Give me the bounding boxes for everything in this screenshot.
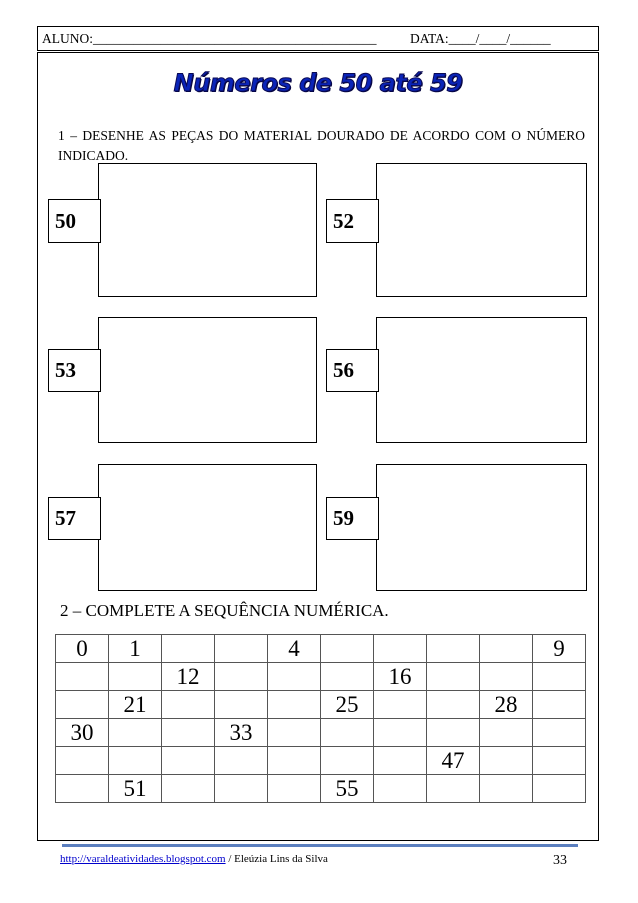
grid-cell[interactable] [56, 691, 109, 719]
grid-cell[interactable] [215, 691, 268, 719]
grid-cell: 28 [480, 691, 533, 719]
grid-cell[interactable] [427, 663, 480, 691]
worksheet-body [37, 52, 599, 841]
grid-cell: 1 [109, 635, 162, 663]
grid-cell[interactable] [268, 747, 321, 775]
author-credit: / Eleúzia Lins da Silva [225, 853, 328, 865]
grid-cell[interactable] [215, 663, 268, 691]
grid-cell[interactable] [162, 747, 215, 775]
number-label-59: 59 [326, 497, 379, 540]
grid-cell[interactable] [374, 635, 427, 663]
grid-cell[interactable] [533, 691, 586, 719]
grid-cell[interactable] [427, 719, 480, 747]
footer-credit [60, 853, 328, 865]
grid-cell[interactable] [321, 635, 374, 663]
drawing-box-57[interactable] [98, 464, 317, 591]
student-header [37, 26, 599, 51]
grid-cell: 55 [321, 775, 374, 803]
grid-cell[interactable] [321, 719, 374, 747]
grid-cell[interactable] [162, 719, 215, 747]
grid-cell[interactable] [215, 635, 268, 663]
grid-cell[interactable] [56, 747, 109, 775]
grid-cell[interactable] [533, 719, 586, 747]
grid-cell[interactable] [480, 635, 533, 663]
drawing-box-52[interactable] [376, 163, 587, 297]
grid-cell[interactable] [268, 663, 321, 691]
grid-cell: 47 [427, 747, 480, 775]
grid-cell[interactable] [321, 747, 374, 775]
grid-cell: 12 [162, 663, 215, 691]
grid-row [56, 775, 586, 803]
grid-cell: 25 [321, 691, 374, 719]
grid-cell[interactable] [321, 663, 374, 691]
grid-cell[interactable] [268, 719, 321, 747]
date-field[interactable]: DATA:____/____/______ [410, 31, 551, 46]
grid-cell[interactable] [215, 747, 268, 775]
grid-cell[interactable] [56, 663, 109, 691]
grid-cell[interactable] [162, 691, 215, 719]
grid-cell[interactable] [56, 775, 109, 803]
grid-cell[interactable] [268, 691, 321, 719]
grid-cell[interactable] [374, 747, 427, 775]
grid-row [56, 719, 586, 747]
grid-cell[interactable] [480, 663, 533, 691]
grid-cell[interactable] [533, 747, 586, 775]
worksheet-title: Números de 50 até 59 [173, 69, 463, 97]
grid-cell[interactable] [162, 635, 215, 663]
number-label-56: 56 [326, 349, 379, 392]
grid-cell[interactable] [427, 635, 480, 663]
grid-cell[interactable] [427, 691, 480, 719]
grid-cell[interactable] [427, 775, 480, 803]
number-sequence-grid [55, 634, 586, 803]
grid-cell[interactable] [480, 747, 533, 775]
page-number: 33 [553, 853, 567, 868]
grid-cell: 16 [374, 663, 427, 691]
grid-cell[interactable] [480, 775, 533, 803]
number-label-50: 50 [48, 199, 101, 243]
number-label-53: 53 [48, 349, 101, 392]
footer-divider [62, 844, 578, 847]
grid-row [56, 663, 586, 691]
grid-cell[interactable] [109, 747, 162, 775]
student-name-field[interactable]: ALUNO:__________________________________________ [42, 31, 377, 46]
grid-cell: 30 [56, 719, 109, 747]
grid-row [56, 747, 586, 775]
grid-cell: 51 [109, 775, 162, 803]
grid-cell: 9 [533, 635, 586, 663]
grid-cell[interactable] [109, 663, 162, 691]
exercise-2-instruction: 2 – COMPLETE A SEQUÊNCIA NUMÉRICA. [60, 601, 389, 620]
grid-cell: 21 [109, 691, 162, 719]
grid-cell[interactable] [215, 775, 268, 803]
grid-cell: 4 [268, 635, 321, 663]
grid-cell[interactable] [109, 719, 162, 747]
number-label-52: 52 [326, 199, 379, 243]
grid-cell[interactable] [480, 719, 533, 747]
exercise-1-instruction: 1 – DESENHE AS PEÇAS DO MATERIAL DOURADO DE ACORDO COM O NÚMERO INDICADO. [58, 128, 585, 163]
drawing-box-56[interactable] [376, 317, 587, 443]
grid-cell[interactable] [268, 775, 321, 803]
grid-row [56, 635, 586, 663]
grid-cell[interactable] [533, 775, 586, 803]
grid-cell[interactable] [374, 691, 427, 719]
blog-link[interactable]: http://varaldeatividades.blogspot.com [60, 853, 226, 865]
grid-cell[interactable] [374, 775, 427, 803]
grid-cell[interactable] [533, 663, 586, 691]
drawing-box-50[interactable] [98, 163, 317, 297]
grid-cell: 33 [215, 719, 268, 747]
grid-cell[interactable] [162, 775, 215, 803]
grid-cell: 0 [56, 635, 109, 663]
drawing-box-59[interactable] [376, 464, 587, 591]
grid-row [56, 691, 586, 719]
number-label-57: 57 [48, 497, 101, 540]
grid-cell[interactable] [374, 719, 427, 747]
drawing-box-53[interactable] [98, 317, 317, 443]
